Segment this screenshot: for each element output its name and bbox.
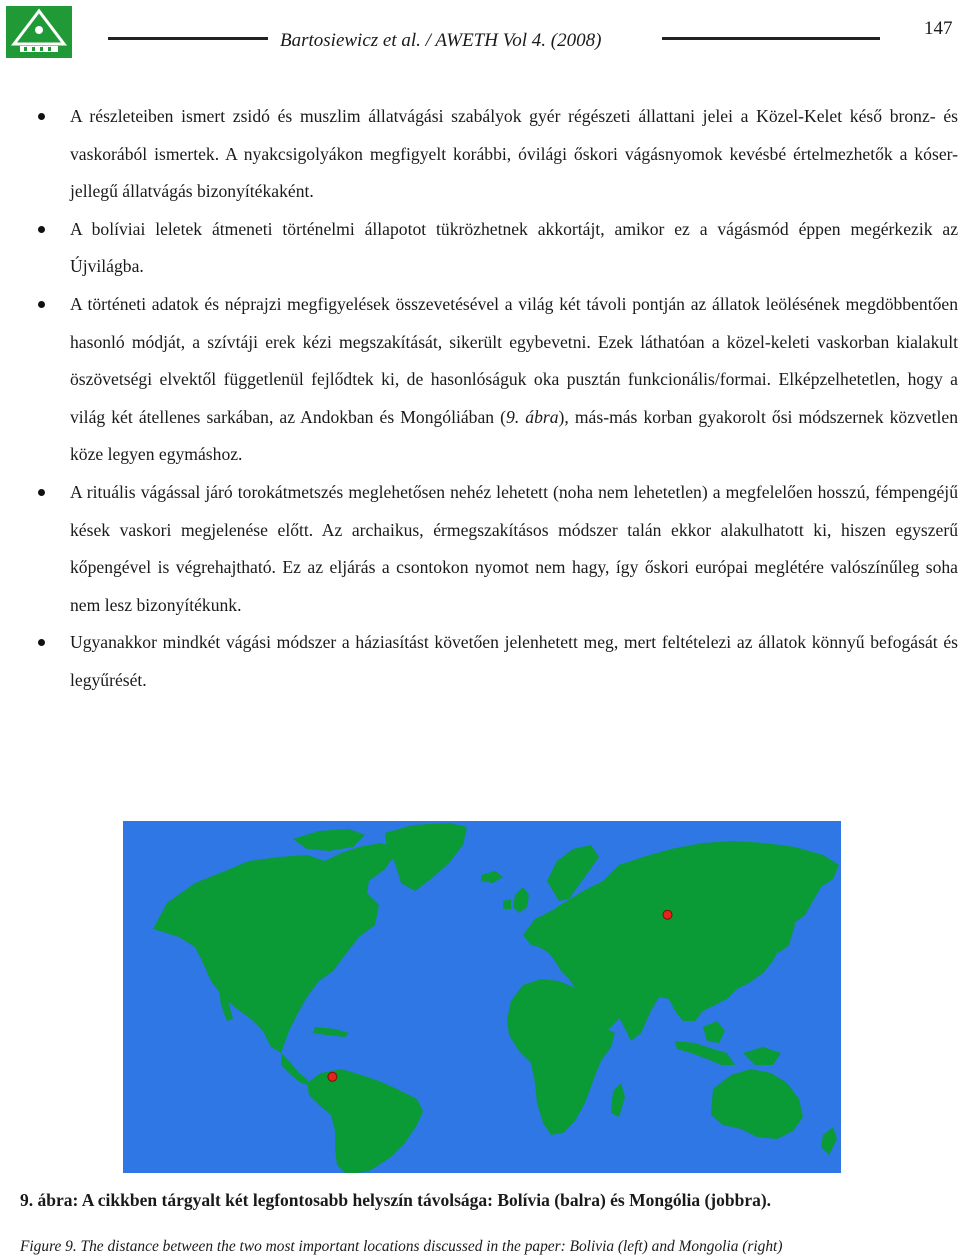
page-header: [0, 0, 960, 70]
journal-logo-icon: [6, 6, 72, 58]
bullet-item: [32, 474, 958, 624]
header-rule-right: [662, 37, 880, 40]
figure-caption-text: A cikkben tárgyalt két legfontosabb helyszín távolsága: Bolívia (balra) és Mongólia (jobbra).: [78, 1190, 772, 1210]
bullet-text: Ugyanakkor mindkét vágási módszer a háziasítást követően jelenhetett meg, mert feltételezi az állatok könnyű befogását és legyűrését.: [70, 632, 958, 690]
figure-reference: 9. ábra: [506, 406, 559, 427]
figure-label: 9. ábra:: [20, 1190, 79, 1210]
bullet-text: A bolíviai leletek átmeneti történelmi állapotot tükrözhetnek akkortájt, amikor ez a vágásmód éppen megérkezik az Újvilágba.: [70, 218, 958, 277]
bullet-text: [70, 286, 958, 474]
bullet-text: A részleteiben ismert zsidó és muszlim állatvágási szabályok gyér régészeti állattani jelei a Közel-Kelet késő bronz- és vaskorából ismertek. A nyakcsigolyákon megfigyelt korábbi, óvilági őskori vágásnyomok kevésbé értelmezhetők a kóser-jellegű állatvágás bizonyítékaként.: [70, 106, 958, 202]
figure-caption-english: Figure 9. The distance between the two most important locations discussed in the paper: Bolivia (left) and Mongolia (right): [20, 1238, 783, 1255]
world-map-figure: [123, 821, 841, 1173]
bullet-text-part: ), más-más korban gyakorolt ősi módszernek közvetlen köze legyen egymáshoz.: [70, 406, 958, 465]
page-number: 147: [924, 18, 953, 39]
bullet-item: [32, 98, 958, 211]
location-marker-mongolia: [663, 910, 672, 919]
bullet-text-part: A történeti adatok és néprajzi megfigyelések összevetésével a világ két távoli pontján az állatok leölésének megdöbbentően hasonló módját, a szívtáji erek kézi megszakítását, sikerült egybevetni. Ezek láthatóan a közel-keleti vaskorban kialakult öszövetségi elvektől függetlenül fejlődtek ki, de hasonlóságuk oka pusztán funkcionális/formai. Elképzelhetetlen, hogy a világ két átellenes sarkában, az Andokban és Mongóliában (: [70, 293, 958, 427]
conclusion-bullet-list: [32, 98, 958, 700]
location-marker-bolivia: [328, 1072, 337, 1081]
world-map-svg: [123, 821, 841, 1173]
bullet-item: [32, 624, 958, 699]
figure-caption-hungarian: [20, 1190, 771, 1211]
running-head: Bartosiewicz et al. / AWETH Vol 4. (2008): [280, 30, 602, 51]
header-rule-left: [108, 37, 268, 40]
bullet-item: [32, 286, 958, 474]
bullet-text: A rituális vágással járó torokátmetszés meglehetősen nehéz lehetett (noha nem lehetetlen) a megfelelően hosszú, fémpengéjű kések vaskori megjelenése előtt. Az archaikus, érmegszakításos módszer talán ekkor alakulhatott ki, hiszen egyszerű kőpengével is végrehajtható. Ez az eljárás a csontokon nyomot nem hagy, így őskori európai meglétére valószínűleg soha nem lesz bizonyítékunk.: [70, 481, 958, 615]
bullet-item: [32, 211, 958, 286]
